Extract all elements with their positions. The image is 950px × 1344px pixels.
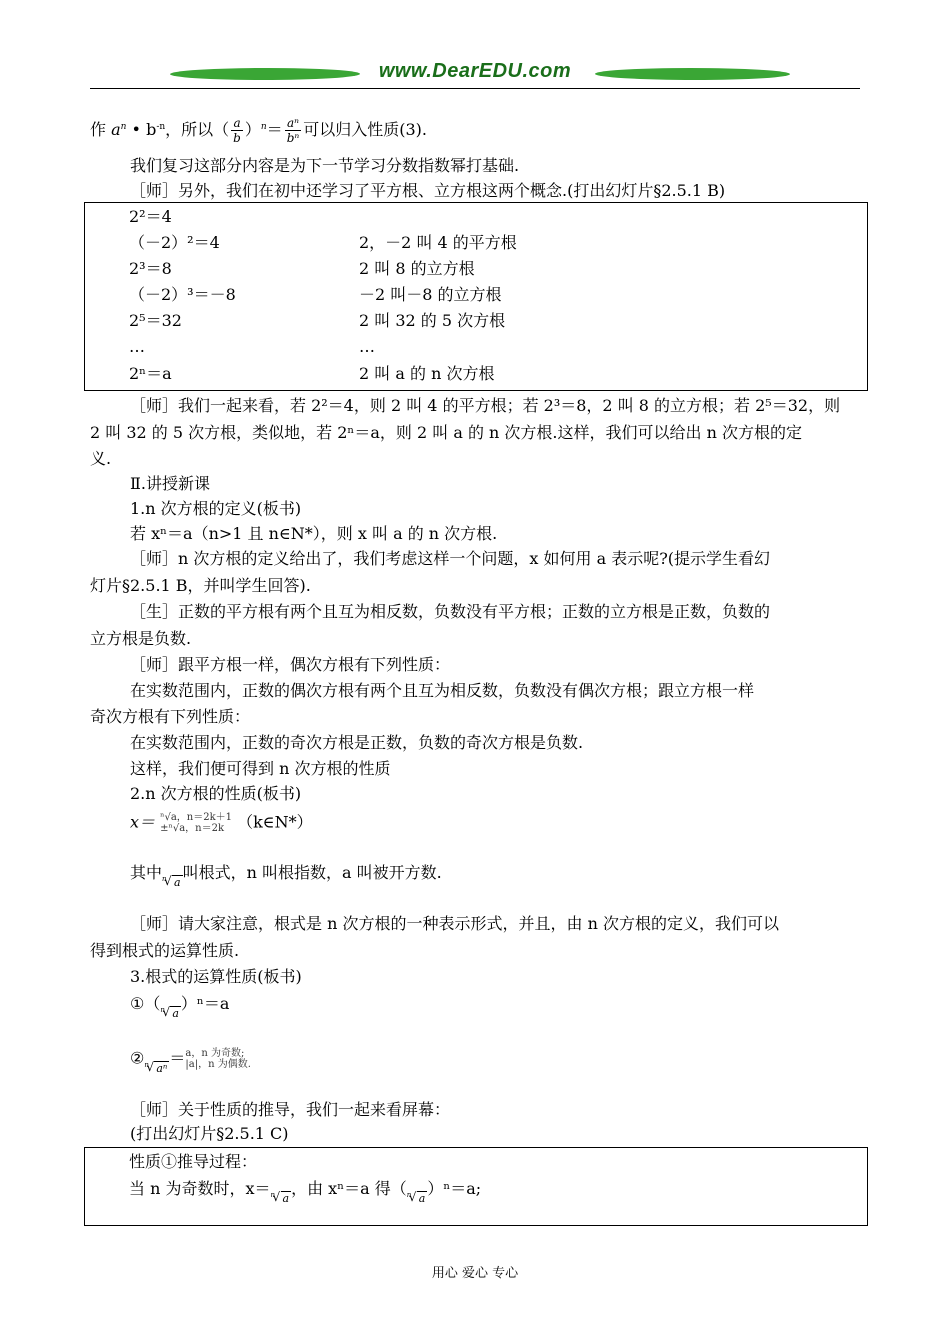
paragraph-teacher: ［师］关于性质的推导，我们一起来看屏幕：	[130, 1100, 451, 1119]
paragraph-teacher-line: 2 叫 32 的 5 次方根，类似地，若 2ⁿ＝a，则 2 叫 a 的 n 次方根.这样，我们可以给出 n 次方根的定	[90, 423, 802, 442]
paragraph-question: ［师］n 次方根的定义给出了，我们考虑这样一个问题，x 如何用 a 表示呢?(提示学生看幻	[130, 549, 771, 568]
slide-row-right: 2，－2 叫 4 的平方根	[359, 233, 517, 252]
slide-row-left: （－2）²＝4	[129, 233, 220, 252]
slide-row-left: 2ⁿ＝a	[129, 364, 172, 383]
subsection-heading: 3.根式的运算性质(板书)	[130, 967, 302, 986]
paragraph-note: 得到根式的运算性质.	[90, 941, 240, 960]
slide-c-title: 性质①推导过程：	[129, 1152, 258, 1171]
brace-cases: a，n 为奇数; |a|，n 为偶数.	[185, 1048, 251, 1070]
radical-definition: 其中 n √ a叫根式，n 叫根指数，a 叫被开方数.	[130, 863, 442, 893]
slide-c-derivation: 当 n 为奇数时，x＝ n √ a，由 xⁿ＝a 得（ n √ a）ⁿ＝a;	[129, 1179, 481, 1209]
radical-symbol: n √ a	[407, 1189, 428, 1209]
paragraph-teacher: ［师］跟平方根一样，偶次方根有下列性质：	[130, 655, 451, 674]
slide-row-left: 2³＝8	[129, 259, 172, 278]
paragraph-teacher-intro: ［师］另外，我们在初中还学习了平方根、立方根这两个概念.(打出幻灯片§2.5.1 B)	[130, 181, 726, 200]
radical-symbol: n √ a	[160, 1004, 181, 1024]
slide-b-box	[84, 202, 868, 391]
operation-1: ①（ n √ a）ⁿ＝a	[130, 994, 229, 1024]
paragraph-even-roots: 奇次方根有下列性质：	[90, 707, 251, 726]
radical-symbol: n √ aⁿ	[144, 1059, 169, 1079]
paragraph-student: 立方根是负数.	[90, 629, 192, 648]
page-header	[90, 60, 860, 90]
paragraph-summary: 这样，我们便可得到 n 次方根的性质	[130, 759, 391, 778]
slide-row-left: 2⁵＝32	[129, 311, 182, 330]
slide-c-box	[84, 1147, 868, 1226]
brace-cases: ⁿ√a，n＝2k＋1 ±ⁿ√a，n＝2k	[160, 812, 233, 834]
site-logo: www.DearEDU.com	[378, 60, 572, 82]
paragraph-student: ［生］正数的平方根有两个且互为相反数，负数没有平方根；正数的立方根是正数，负数的	[130, 602, 771, 621]
definition: 若 xⁿ＝a（n>1 且 n∈N*），则 x 叫 a 的 n 次方根.	[130, 524, 498, 543]
header-rule	[90, 88, 860, 89]
paragraph-even-roots: 在实数范围内，正数的偶次方根有两个且互为相反数，负数没有偶次方根；跟立方根一样	[130, 681, 755, 700]
radical-symbol: n √ a	[162, 873, 183, 893]
slide-row-left: （－2）³＝－8	[129, 285, 236, 304]
slide-row-right: －2 叫－8 的立方根	[359, 285, 502, 304]
paragraph-question: 灯片§2.5.1 B，并叫学生回答).	[90, 576, 311, 595]
operation-2: ② n √ aⁿ＝ a，n 为奇数; |a|，n 为偶数.	[130, 1048, 251, 1079]
paragraph-teacher-line: ［师］我们一起来看，若 2²＝4，则 2 叫 4 的平方根；若 2³＝8，2 叫 8 的立方根；若 2⁵＝32，则	[130, 396, 841, 415]
slide-row-right: 2 叫 8 的立方根	[359, 259, 475, 278]
slide-row-left: …	[129, 337, 145, 356]
paragraph-odd-roots: 在实数范围内，正数的奇次方根是正数，负数的奇次方根是负数.	[130, 733, 584, 752]
subsection-heading: 2.n 次方根的性质(板书)	[130, 784, 302, 803]
slide-row-right: 2 叫 a 的 n 次方根	[359, 364, 495, 383]
line-exponent-rule: 作 $a^n$ • $b^{-n}$，所以（ $\frac{a}{b}$ ）$^n$＝ $\frac{\text{aⁿ}}{\text{bⁿ}}$ 可以归入性质(3).	[90, 116, 427, 145]
paragraph-slide-c: (打出幻灯片§2.5.1 C)	[130, 1124, 289, 1143]
radical-symbol: n √ a	[271, 1189, 292, 1209]
section-heading: Ⅱ.讲授新课	[130, 474, 210, 493]
subsection-heading: 1.n 次方根的定义(板书)	[130, 499, 302, 518]
paragraph-teacher-line: 义.	[90, 449, 112, 468]
paragraph-note: ［师］请大家注意，根式是 n 次方根的一种表示形式，并且，由 n 次方根的定义，我们可以	[130, 914, 779, 933]
slide-row-left: 2²＝4	[129, 207, 172, 226]
page-footer: 用心 爱心 专心	[431, 1266, 519, 1281]
slide-row-right: 2 叫 32 的 5 次方根	[359, 311, 506, 330]
paragraph-review: 我们复习这部分内容是为下一节学习分数指数幂打基础.	[130, 156, 520, 175]
slide-row-right: …	[359, 337, 375, 356]
piecewise-formula: x＝ ⁿ√a，n＝2k＋1 ±ⁿ√a，n＝2k （k∈N*）	[130, 812, 313, 834]
